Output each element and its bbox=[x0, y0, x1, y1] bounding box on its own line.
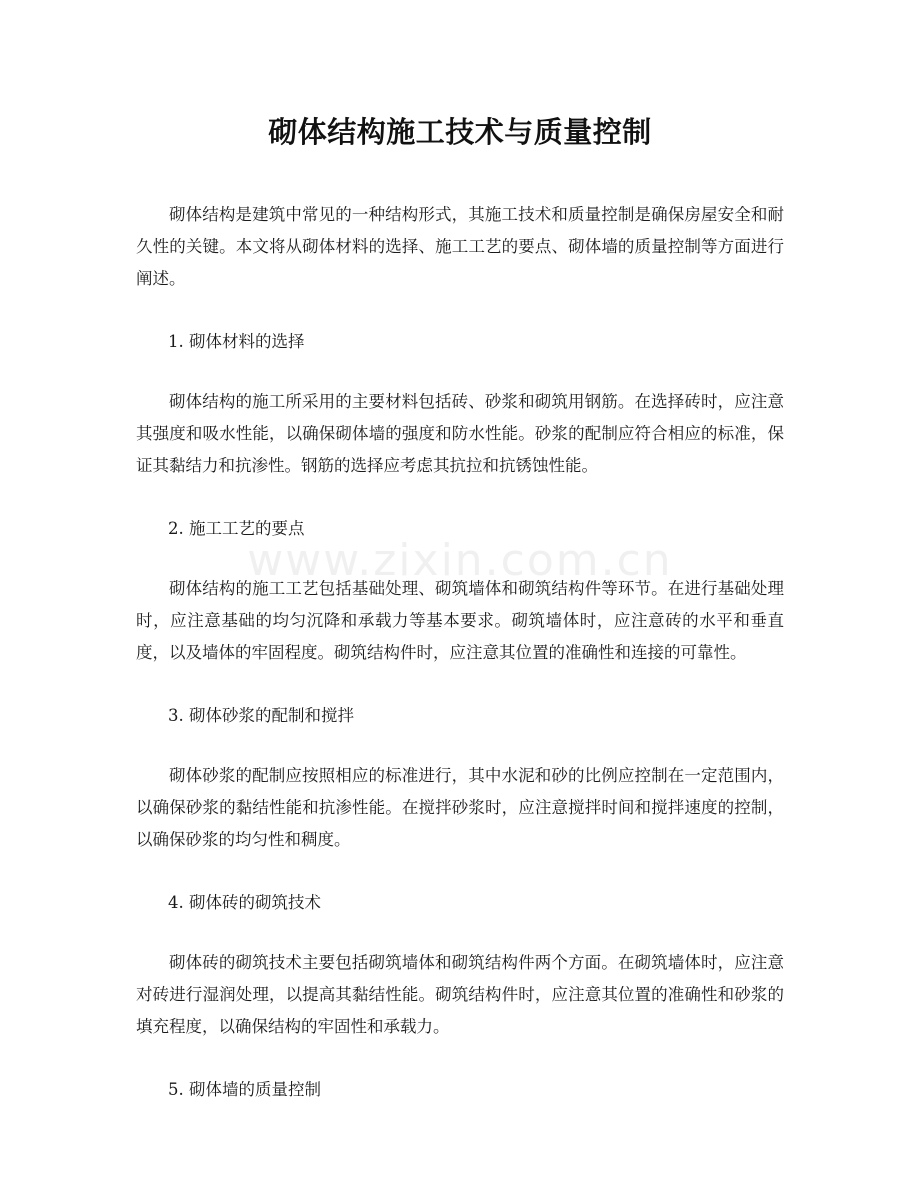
intro-paragraph: 砌体结构是建筑中常见的一种结构形式，其施工技术和质量控制是确保房屋安全和耐久性的关键。本文将从砌体材料的选择、施工工艺的要点、砌体墙的质量控制等方面进行阐述。 bbox=[136, 205, 784, 288]
document-title: 砌体结构施工技术与质量控制 bbox=[268, 115, 652, 149]
section-body-3: 砌体砂浆的配制应按照相应的标准进行，其中水泥和砂的比例应控制在一定范围内，以确保砂浆的黏结性能和抗渗性能。在搅拌砂浆时，应注意搅拌时间和搅拌速度的控制，以确保砂浆的均匀性和稠度。 bbox=[136, 766, 784, 849]
section-heading-3: 3. 砌体砂浆的配制和搅拌 bbox=[168, 706, 354, 725]
section-body-4: 砌体砖的砌筑技术主要包括砌筑墙体和砌筑结构件两个方面。在砌筑墙体时，应注意对砖进行湿润处理，以提高其黏结性能。砌筑结构件时，应注意其位置的准确性和砂浆的填充程度，以确保结构的牢固性和承载力。 bbox=[136, 953, 784, 1036]
section-body-1: 砌体结构的施工所采用的主要材料包括砖、砂浆和砌筑用钢筋。在选择砖时，应注意其强度和吸水性能，以确保砌体墙的强度和防水性能。砂浆的配制应符合相应的标准，保证其黏结力和抗渗性。钢筋的选择应考虑其抗拉和抗锈蚀性能。 bbox=[136, 392, 784, 475]
section-heading-5: 5. 砌体墙的质量控制 bbox=[168, 1080, 321, 1099]
watermark-text: www.zixin.com.cn bbox=[247, 535, 673, 586]
section-heading-4: 4. 砌体砖的砌筑技术 bbox=[168, 893, 321, 912]
section-heading-2: 2. 施工工艺的要点 bbox=[168, 519, 305, 538]
section-body-2: 砌体结构的施工工艺包括基础处理、砌筑墙体和砌筑结构件等环节。在进行基础处理时，应注意基础的均匀沉降和承载力等基本要求。砌筑墙体时，应注意砖的水平和垂直度，以及墙体的牢固程度。砌筑结构件时，应注意其位置的准确性和连接的可靠性。 bbox=[136, 579, 784, 662]
section-heading-1: 1. 砌体材料的选择 bbox=[168, 332, 305, 351]
